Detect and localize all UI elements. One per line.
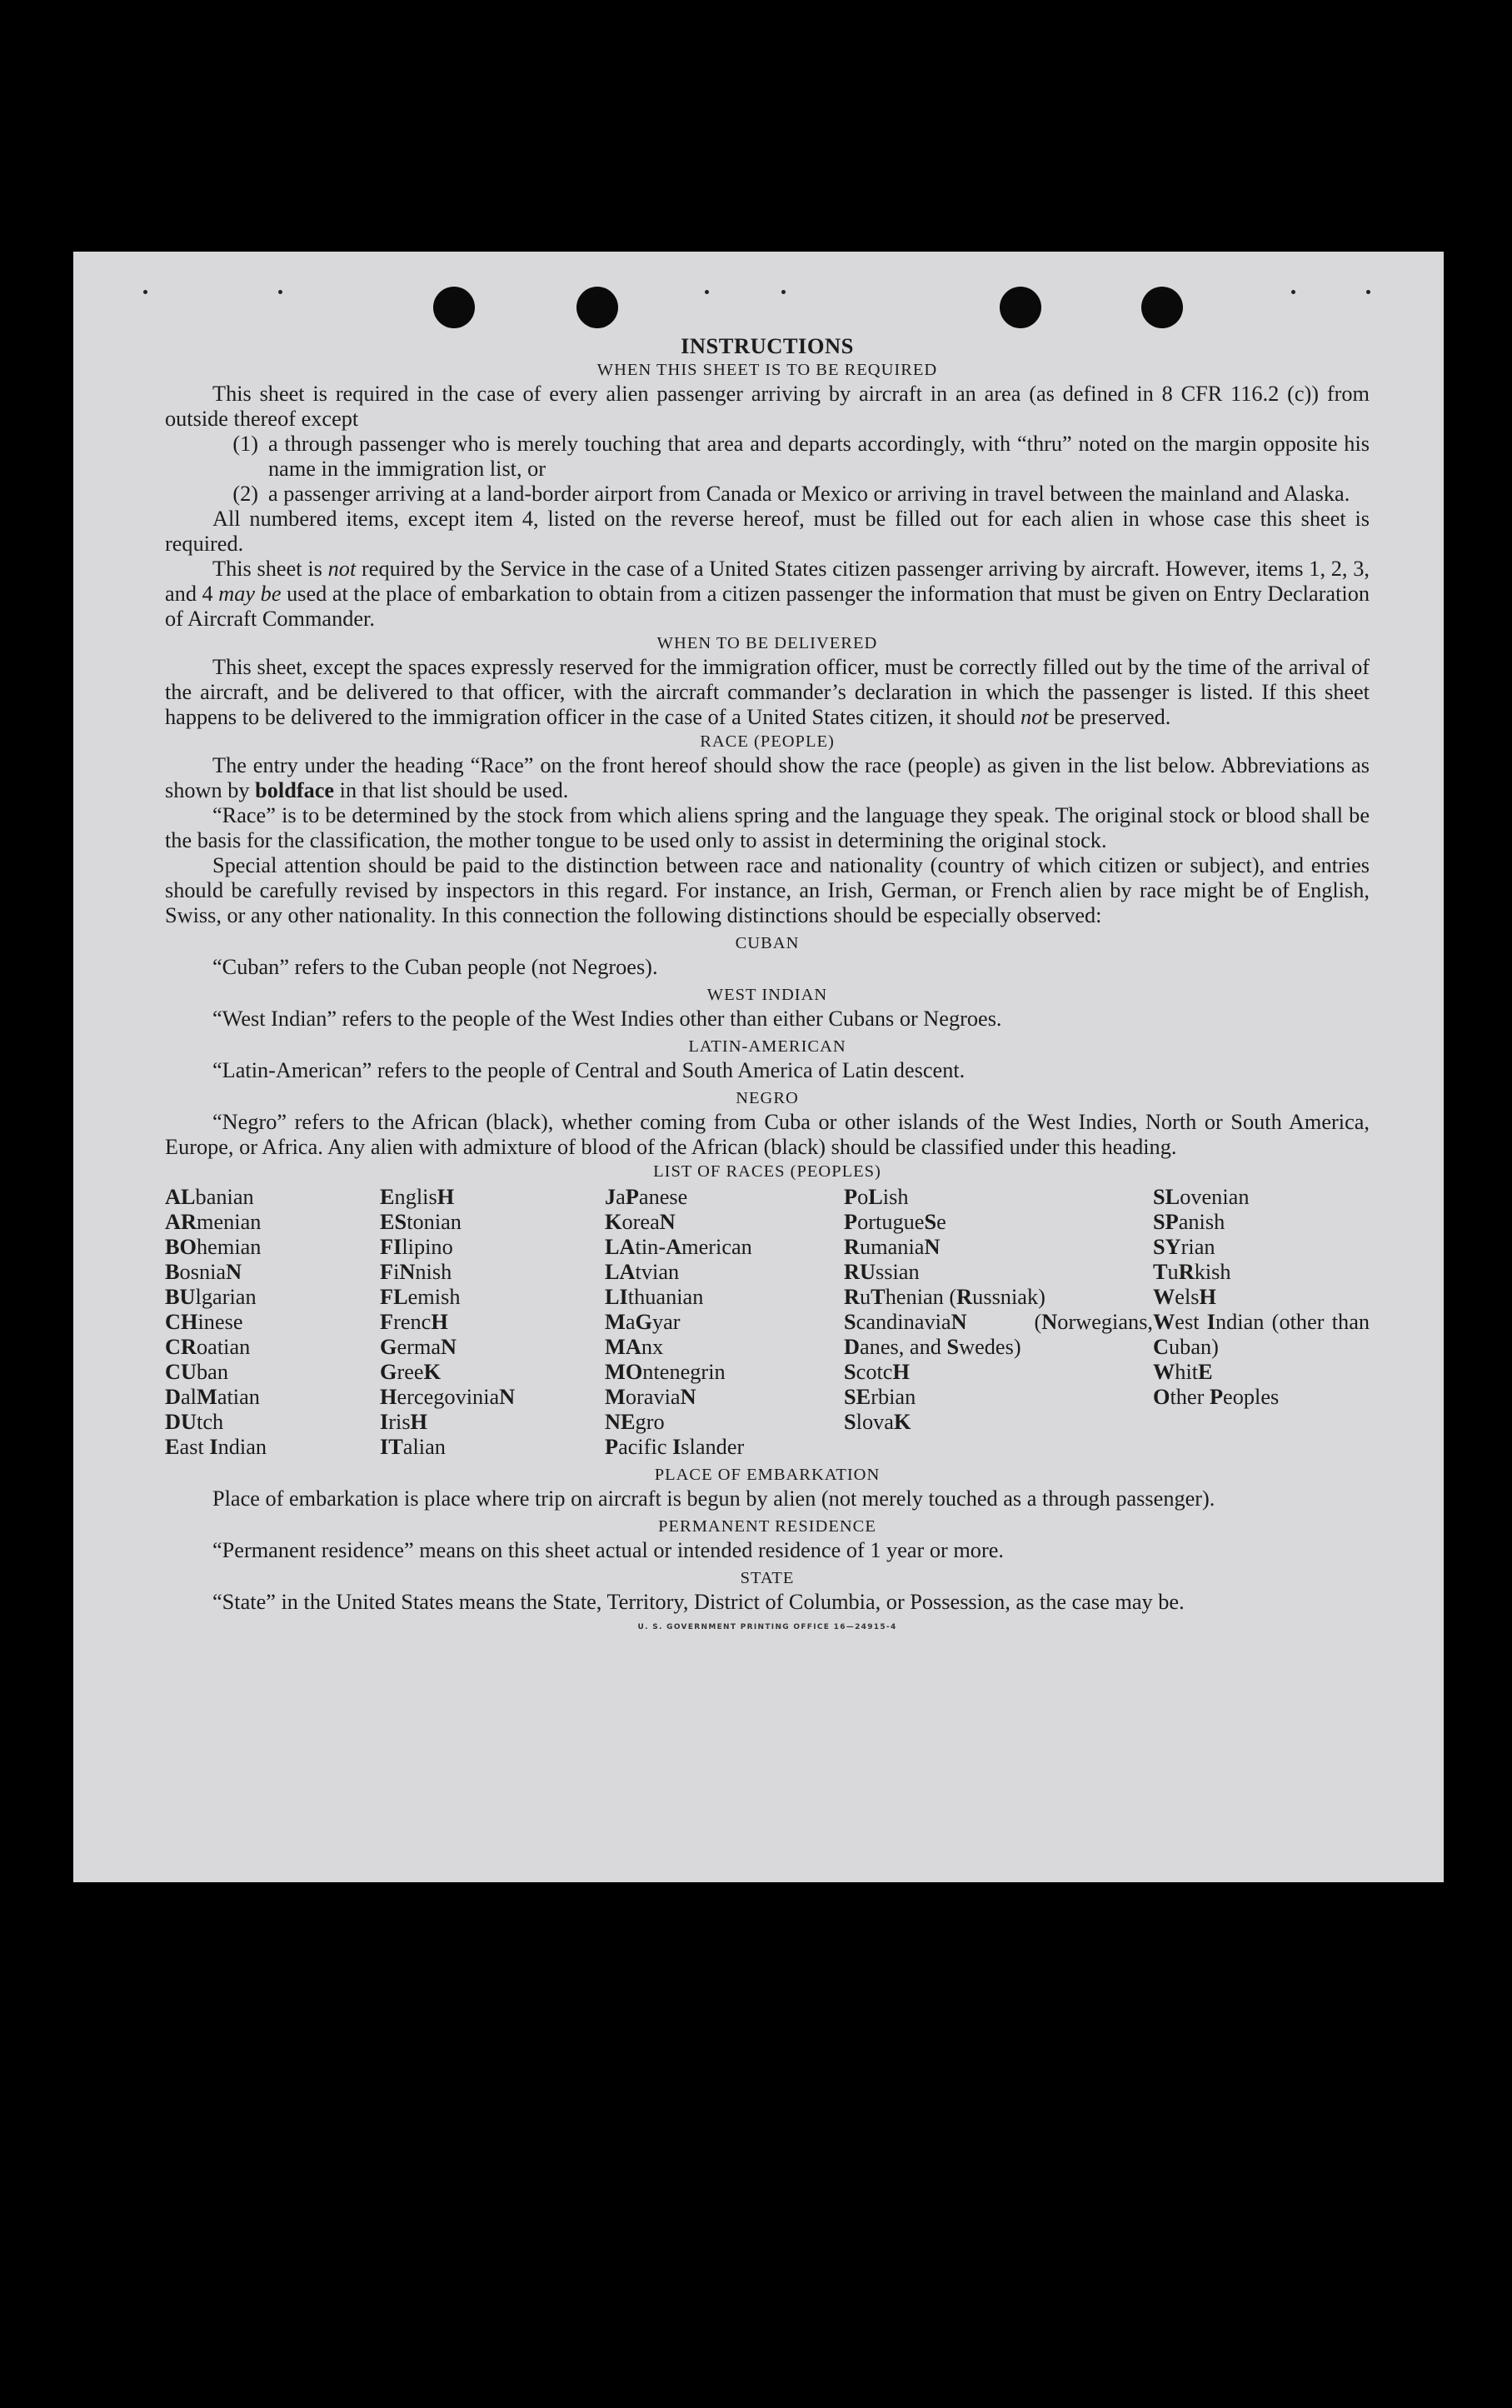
speck <box>781 290 786 294</box>
item-text: a through passenger who is merely touching that area and departs accordingly, with “thru” noted on the margin opposite his name in the immigration list, or <box>268 432 1370 481</box>
text-run: be preserved. <box>1048 705 1171 729</box>
section-heading: PERMANENT RESIDENCE <box>658 1517 876 1536</box>
race-entry: TuRkish <box>1153 1260 1231 1284</box>
paragraph <box>165 557 1370 632</box>
section-heading: NEGRO <box>736 1089 799 1107</box>
paragraph: This sheet is required in the case of every alien passenger arriving by aircraft in an area (as defined in 8 CFR 116.2 (c)) from outside thereof except <box>165 382 1370 431</box>
text-run: This sheet, except the spaces expressly reserved for the immigration officer, must be correctly filled out by the time of the arrival of the aircraft, and be delivered to that officer, with the aircraft commander’s declaration in which the passenger is listed. If this sheet happens to be delivered to the immigration officer in the case of a United States citizen, it should <box>165 655 1370 729</box>
race-entry: ITalian <box>380 1435 446 1459</box>
race-entry: CHinese <box>165 1310 243 1334</box>
race-entry: BosniaN <box>165 1260 242 1284</box>
bold-text: boldface <box>255 778 335 802</box>
numbered-item <box>165 482 1370 507</box>
section-heading: LATIN-AMERICAN <box>688 1037 846 1056</box>
section-heading: PLACE OF EMBARKATION <box>654 1466 881 1484</box>
race-entry: ALbanian <box>165 1185 254 1209</box>
race-entry: KoreaN <box>605 1210 676 1234</box>
race-entry: EStonian <box>380 1210 462 1234</box>
race-column <box>844 1185 1153 1460</box>
paragraph <box>165 655 1370 730</box>
instructions-body <box>165 333 1370 1640</box>
race-entry: MaGyar <box>605 1310 681 1334</box>
race-column <box>380 1185 605 1460</box>
race-entry: LIthuanian <box>605 1285 704 1309</box>
race-entry: RUssian <box>844 1260 920 1284</box>
paragraph: Special attention should be paid to the distinction between race and nationality (country of which citizen or subject), and entries should be carefully revised by inspectors in this regard. For instance, an Irish, German, or French alien by race might be of English, Swiss, or any other nationality. In this connection the following distinctions should be especially observed: <box>165 853 1370 927</box>
race-entry: NEgro <box>605 1410 665 1434</box>
race-entry: FrencH <box>380 1310 448 1334</box>
race-entry: DUtch <box>165 1410 224 1434</box>
speck <box>278 290 282 294</box>
race-entry: JaPanese <box>605 1185 688 1209</box>
race-entry: CRoatian <box>165 1335 251 1359</box>
race-entry: GermaN <box>380 1335 457 1359</box>
text-run: used at the place of embarkation to obtain from a citizen passenger the information that must be given on Entry Declaration of Aircraft Commander. <box>165 582 1370 631</box>
section-heading: WHEN THIS SHEET IS TO BE REQUIRED <box>596 361 938 379</box>
paragraph <box>165 753 1370 803</box>
paragraph: “West Indian” refers to the people of the West Indies other than either Cubans or Negroes. <box>212 1007 1002 1031</box>
race-entry: HercegoviniaN <box>380 1385 516 1409</box>
paragraph: Place of embarkation is place where trip on aircraft is begun by alien (not merely touched as a through passenger). <box>212 1486 1215 1511</box>
paragraph: “State” in the United States means the State, Territory, District of Columbia, or Possession, as the case may be. <box>212 1590 1185 1614</box>
emphasis: not <box>1020 705 1049 729</box>
numbered-item <box>165 432 1370 482</box>
section-heading: WEST INDIAN <box>706 986 828 1004</box>
race-entry: PoLish <box>844 1185 909 1209</box>
printer-imprint: U. S. GOVERNMENT PRINTING OFFICE 16—24915-4 <box>637 1623 897 1631</box>
race-entry: SLovenian <box>1153 1185 1250 1209</box>
race-entry: RuThenian (Russniak) <box>844 1285 1045 1309</box>
paragraph: “Permanent residence” means on this sheet actual or intended residence of 1 year or more. <box>212 1538 1004 1562</box>
item-number: (1) <box>232 432 258 456</box>
section-heading: WHEN TO BE DELIVERED <box>656 634 878 652</box>
text-run: required by the Service in the case of a United States citizen passenger arriving by aircraft. However, items 1, 2, 3, and 4 <box>165 557 1370 606</box>
page-title: INSTRUCTIONS <box>681 333 854 358</box>
race-entry: CUban <box>165 1360 228 1384</box>
text-run: This sheet is <box>212 557 328 581</box>
punch-hole <box>576 287 618 328</box>
punch-hole <box>433 287 475 328</box>
race-entry: SYrian <box>1153 1235 1215 1259</box>
race-entry: LAtvian <box>605 1260 680 1284</box>
race-entry: Pacific Islander <box>605 1435 745 1459</box>
race-entry: Other Peoples <box>1153 1385 1280 1409</box>
speck <box>1291 290 1295 294</box>
race-entry: ScotcH <box>844 1360 910 1384</box>
race-entry: BUlgarian <box>165 1285 257 1309</box>
race-entry: FiNnish <box>380 1260 452 1284</box>
race-entry: ScandinaviaN (Norwegians, Danes, and Swedes) <box>844 1310 1153 1359</box>
paragraph: “Latin-American” refers to the people of Central and South America of Latin descent. <box>212 1058 966 1082</box>
race-list <box>165 1185 1370 1460</box>
text-run: in that list should be used. <box>334 778 569 802</box>
race-entry: FIlipino <box>380 1235 453 1259</box>
race-entry: EnglisH <box>380 1185 455 1209</box>
race-column <box>605 1185 844 1460</box>
speck <box>143 290 147 294</box>
race-entry: MOntenegrin <box>605 1360 726 1384</box>
race-entry: East Indian <box>165 1435 267 1459</box>
text-run: The entry under the heading “Race” on the front hereof should show the race (people) as given in the list below. Abbreviations as shown by <box>165 753 1370 802</box>
race-entry: ARmenian <box>165 1210 262 1234</box>
race-entry: MAnx <box>605 1335 664 1359</box>
emphasis: not <box>327 557 357 581</box>
race-entry: PortugueSe <box>844 1210 946 1234</box>
speck <box>705 290 709 294</box>
race-column <box>165 1185 380 1460</box>
emphasis: may be <box>218 582 282 606</box>
race-entry: SPanish <box>1153 1210 1225 1234</box>
race-entry: FLemish <box>380 1285 461 1309</box>
race-column <box>1153 1185 1370 1460</box>
section-heading: CUBAN <box>735 934 800 952</box>
race-entry: DalMatian <box>165 1385 260 1409</box>
speck <box>1366 290 1370 294</box>
item-number: (2) <box>232 482 258 506</box>
race-entry: WelsH <box>1153 1285 1216 1309</box>
section-heading: LIST OF RACES (PEOPLES) <box>653 1162 881 1181</box>
section-heading: STATE <box>740 1569 795 1587</box>
punch-hole <box>1141 287 1183 328</box>
paragraph: All numbered items, except item 4, listed on the reverse hereof, must be filled out for each alien in whose case this sheet is required. <box>165 507 1370 556</box>
race-entry: GreeK <box>380 1360 442 1384</box>
race-entry: WhitE <box>1153 1360 1213 1384</box>
section-heading: RACE (PEOPLE) <box>700 732 835 751</box>
punch-hole <box>1000 287 1041 328</box>
paragraph: “Negro” refers to the African (black), whether coming from Cuba or other islands of the West Indies, North or South America, Europe, or Africa. Any alien with admixture of blood of the African (black) should be classified under this heading. <box>165 1110 1370 1159</box>
race-entry: West Indian (other than Cuban) <box>1153 1310 1370 1359</box>
race-entry: LAtin-American <box>605 1235 752 1259</box>
paragraph: “Cuban” refers to the Cuban people (not Negroes). <box>212 955 658 979</box>
race-entry: SErbian <box>844 1385 916 1409</box>
item-text: a passenger arriving at a land-border airport from Canada or Mexico or arriving in travel between the mainland and Alaska. <box>268 482 1350 506</box>
race-entry: IrisH <box>380 1410 428 1434</box>
race-entry: BOhemian <box>165 1235 262 1259</box>
document-sheet <box>73 252 1444 1882</box>
paragraph: “Race” is to be determined by the stock from which aliens spring and the language they speak. The original stock or blood shall be the basis for the classification, the mother tongue to be used only to assist in determining the original stock. <box>165 803 1370 852</box>
race-entry: SlovaK <box>844 1410 911 1434</box>
race-entry: MoraviaN <box>605 1385 696 1409</box>
race-entry: RumaniaN <box>844 1235 941 1259</box>
